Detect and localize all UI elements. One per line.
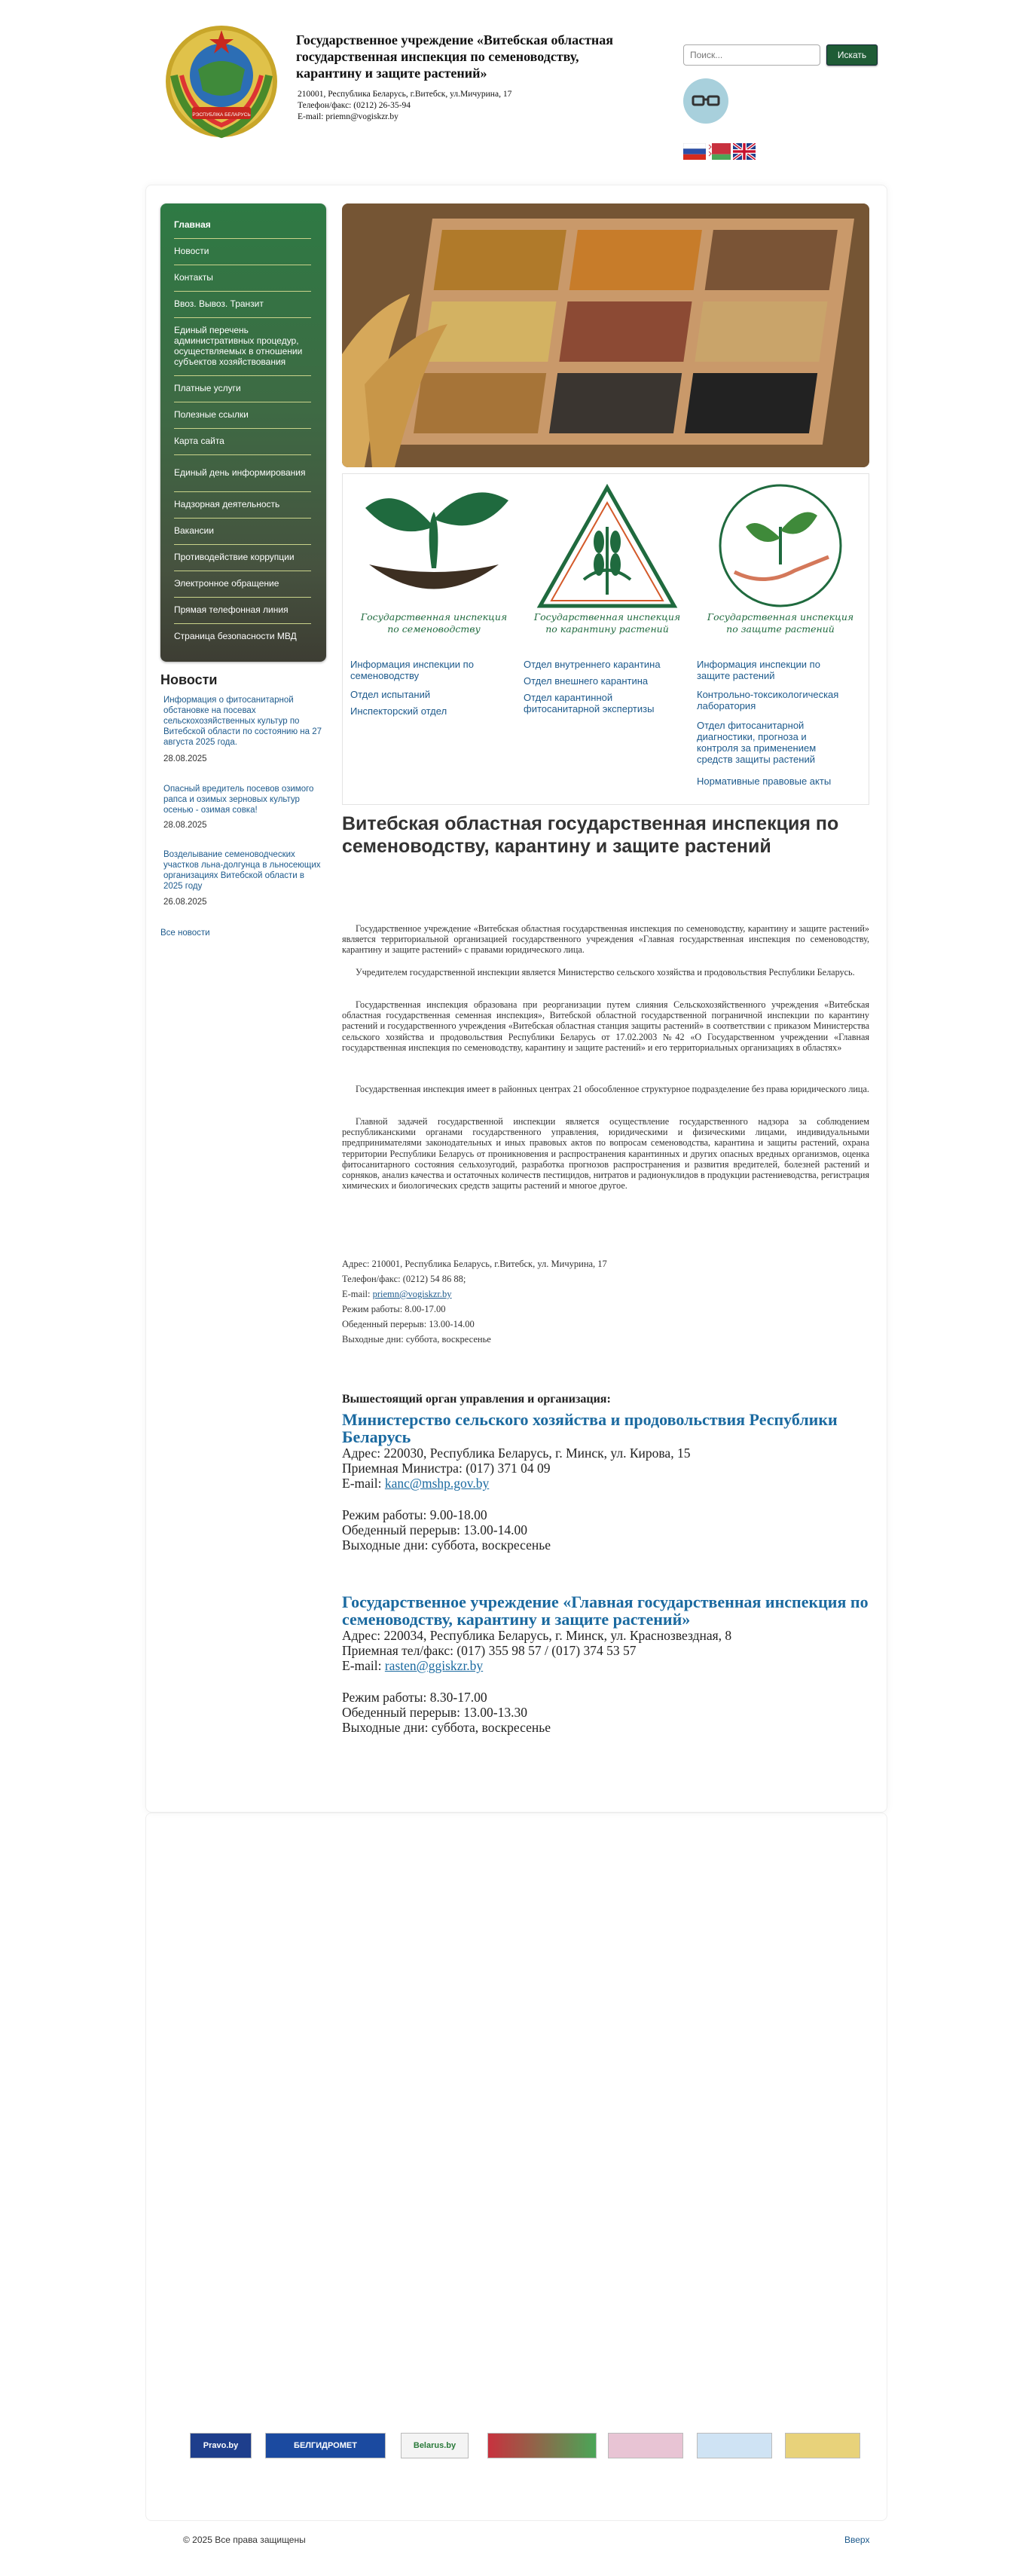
dept-link[interactable]: Отдел фитосанитарной диагностики, прогноза и контроля за применением средств защиты растений (697, 720, 817, 765)
sidebar-item-mvd-safety[interactable]: Страница безопасности МВД (174, 631, 297, 641)
partner-banner-belarus[interactable]: Belarus.by (401, 2433, 469, 2458)
dept-link[interactable]: Информация инспекции по семеноводству (350, 659, 474, 681)
content-paragraph: Государственная инспекция имеет в районных центрах 21 обособленное структурное подразделение без права юридического лица. (356, 1084, 869, 1094)
menu-divider (174, 544, 311, 545)
sidebar-item-admin-procedures[interactable]: Единый перечень административных процедур, осуществляемых в отношении субъектов хозяйствования (174, 325, 303, 367)
ministry-address: Адрес: 220030, Республика Беларусь, г. Минск, ул. Кирова, 15 (342, 1446, 691, 1461)
partner-banner-4[interactable] (785, 2433, 860, 2458)
news-item[interactable]: Возделывание семеноводческих участков льна-долгунца в льносеющих организациях Витебской области в 2025 году (163, 850, 321, 891)
content-paragraph: Государственное учреждение «Витебская областная государственная инспекция по семеноводству, карантину и защите растений» является территориальной организацией государственного учреждения «Главная государственная инспекция по семеноводству, карантину и защите растений» с правами юридического лица. (342, 923, 869, 956)
content-paragraph: Государственная инспекция образована при реорганизации путем слияния Сельскохозяйственного учреждения «Витебская областная государственная семенная инспекция», Витебской областной государственной пограничной инспекции по карантину растений и государственного учреждения «Витебская областная станция защиты растений» в соответствии с приказом Министерства сельского хозяйства и продовольствия Республики Беларусь от 17.02.2003 №42 «О Государственном учреждении «Главная государственная инспекция по семеноводству, карантину и защите растений» и его территориальных организациях в областях» (342, 999, 869, 1053)
belarus-emblem-icon (160, 23, 282, 142)
warning-plant-icon (524, 482, 691, 610)
logo-caption: по семеноводству (387, 623, 481, 635)
menu-divider (174, 454, 311, 455)
contact-weekend: Выходные дни: суббота, воскресенье (342, 1334, 491, 1345)
contact-lunch: Обеденный перерыв: 13.00-14.00 (342, 1319, 475, 1329)
main-inspection-phone: Приемная тел/факс: (017) 355 98 57 / (017) 374 53 57 (342, 1643, 637, 1658)
sidebar-item-paid-services[interactable]: Платные услуги (174, 383, 241, 393)
email-label: E-mail: (342, 1289, 373, 1299)
partner-banner-2[interactable] (608, 2433, 683, 2458)
menu-divider (174, 623, 311, 624)
menu-divider (174, 491, 311, 492)
email-link[interactable]: rasten@ggiskzr.by (384, 1658, 484, 1673)
search-input[interactable] (683, 44, 820, 66)
partner-banner-3[interactable] (697, 2433, 772, 2458)
email-link[interactable]: kanc@mshp.gov.by (384, 1476, 490, 1491)
site-header (160, 23, 878, 158)
ministry-hours: Режим работы: 9.00-18.00 (342, 1507, 487, 1522)
news-item[interactable]: Опасный вредитель посевов озимого рапса и озимых зерновых культур осенью - озимая совка! (163, 785, 314, 815)
contact-phone: Телефон/факс: (0212) 54 86 88; (342, 1274, 466, 1284)
content-paragraph: Главной задачей государственной инспекции является осуществление государственного надзора за соблюдением республиканскими органами государственного управления, юридическими и физическими лицами, индивидуальными предпринимателями законодательных и иных правовых актов по вопросам семеноводства, карантина и защиты растений, охрана территории Республики Беларусь от проникновения и распространения карантинных и других опасных вредных организмов, оценка фитосанитарного состояния сельхозугодий, разработка прогнозов распространения и развития вредителей, болезней растений и сорняков, анализ качества и остаточных количеств пестицидов, нитратов и радионуклидов в продукции растениеводства, регистрация химических и биологических средств защиты растений и многое другое. (342, 1116, 869, 1192)
dept-link[interactable]: Отдел карантинной фитосанитарной экспертизы (524, 692, 655, 714)
news-item[interactable]: Информация о фитосанитарной обстановке на посевах сельскохозяйственных культур по Витебской области по состоянию на 27 августа 2025 года. (163, 696, 322, 747)
dept-link[interactable]: Контрольно-токсикологическая лаборатория (697, 689, 839, 711)
vision-impaired-button[interactable] (683, 78, 728, 124)
content-paragraph: Учредителем государственной инспекции является Министерство сельского хозяйства и продовольствия Республики Беларусь. (356, 967, 855, 977)
email-label: E-mail: (342, 1476, 385, 1491)
news-heading: Новости (160, 672, 218, 687)
sidebar-item-supervision[interactable]: Надзорная деятельность (174, 499, 280, 509)
logo-caption: Государственная инспекция (533, 611, 681, 623)
header-email: E-mail: priemn@vogiskzr.by (298, 112, 398, 121)
menu-divider (174, 238, 311, 239)
copyright: © 2025 Все права защищены (183, 2535, 306, 2545)
dept-link[interactable]: Отдел внутреннего карантина (524, 659, 661, 670)
menu-divider (174, 428, 311, 429)
sidebar-item-vacancies[interactable]: Вакансии (174, 525, 214, 536)
news-date: 26.08.2025 (163, 898, 207, 907)
header-address: 210001, Республика Беларусь, г.Витебск, ул.Мичурина, 17 (298, 90, 512, 99)
header-contacts (298, 89, 511, 123)
sidebar-item-import-export[interactable]: Ввоз. Вывоз. Транзит (174, 298, 264, 309)
sidebar-item-e-appeal[interactable]: Электронное обращение (174, 578, 279, 589)
contact-email (342, 1289, 452, 1300)
main-inspection-lunch: Обеденный перерыв: 13.00-13.30 (342, 1705, 527, 1720)
flag-russia-icon[interactable] (683, 143, 706, 160)
language-switcher (683, 143, 756, 160)
ministry-phone: Приемная Министра: (017) 371 04 09 (342, 1461, 551, 1476)
main-inspection-name: Государственное учреждение «Главная государственная инспекция по семеноводству, карантину и защите растений» (342, 1592, 869, 1629)
sprout-icon (350, 482, 518, 610)
sidebar-item-home[interactable]: Главная (174, 219, 211, 230)
svg-text:РЭСПУБЛІКА БЕЛАРУСЬ: РЭСПУБЛІКА БЕЛАРУСЬ (192, 112, 251, 118)
menu-divider (174, 375, 311, 376)
dept-link[interactable]: Инспекторский отдел (350, 705, 447, 717)
sidebar-menu (160, 203, 326, 662)
page-title: Витебская областная государственная инспекция по семеноводству, карантину и защите растений (342, 813, 839, 857)
news-date: 28.08.2025 (163, 754, 207, 763)
organization-name: Государственное учреждение «Витебская областная государственная инспекция по семеноводству, карантину и защите растений» (296, 32, 614, 81)
menu-divider (174, 597, 311, 598)
header-phone: Телефон/факс: (0212) 26-35-94 (298, 101, 411, 110)
dept-link[interactable]: Информация инспекции по защите растений (697, 659, 820, 681)
logo-caption: по карантину растений (545, 623, 669, 635)
flag-belarus-icon[interactable] (708, 143, 731, 160)
superior-heading: Вышестоящий орган управления и организация: (342, 1393, 611, 1406)
flag-uk-icon[interactable] (733, 143, 756, 160)
contact-hours: Режим работы: 8.00-17.00 (342, 1304, 446, 1314)
sidebar-item-anticorruption[interactable]: Противодействие коррупции (174, 552, 295, 562)
ministry-name: Министерство сельского хозяйства и продовольствия Республики Беларусь (342, 1410, 838, 1446)
main-inspection-email (342, 1658, 483, 1673)
main-inspection-weekend: Выходные дни: суббота, воскресенье (342, 1720, 551, 1735)
logo-caption: по защите растений (726, 623, 835, 635)
quarantine-inspection-logo[interactable] (524, 482, 691, 647)
glasses-icon (683, 78, 728, 124)
sidebar-item-news[interactable]: Новости (174, 246, 209, 256)
menu-divider (174, 291, 311, 292)
ministry-email (342, 1476, 489, 1491)
dept-link[interactable]: Отдел испытаний (350, 689, 431, 700)
ministry-weekend: Выходные дни: суббота, воскресенье (342, 1537, 551, 1553)
partner-banner-pravo[interactable]: Pravo.by (190, 2433, 252, 2458)
news-date: 28.08.2025 (163, 821, 207, 830)
hand-plant-icon (697, 482, 864, 610)
sidebar-item-contacts[interactable]: Контакты (174, 272, 213, 283)
dept-link[interactable]: Отдел внешнего карантина (524, 675, 649, 687)
ministry-lunch: Обеденный перерыв: 13.00-14.00 (342, 1522, 527, 1537)
partner-banner-1[interactable] (487, 2433, 597, 2458)
logo-caption: Государственная инспекция (360, 611, 508, 623)
sidebar-item-hotline[interactable]: Прямая телефонная линия (174, 604, 289, 615)
protection-inspection-logo[interactable] (697, 482, 864, 647)
sidebar-item-sitemap[interactable]: Карта сайта (174, 436, 224, 446)
seed-inspection-logo[interactable] (350, 482, 518, 647)
logo-caption: Государственная инспекция (707, 611, 854, 623)
contact-address: Адрес: 210001, Республика Беларусь, г.Витебск, ул. Мичурина, 17 (342, 1259, 607, 1269)
all-news-link[interactable]: Все новости (160, 929, 210, 938)
main-inspection-address: Адрес: 220034, Республика Беларусь, г. Минск, ул. Краснозвездная, 8 (342, 1628, 732, 1643)
sidebar-item-info-day[interactable]: Единый день информирования (174, 467, 306, 478)
partner-banner-belgidromet[interactable]: БЕЛГИДРОМЕТ (265, 2433, 386, 2458)
menu-divider (174, 317, 311, 318)
main-inspection-hours: Режим работы: 8.30-17.00 (342, 1690, 487, 1705)
sidebar-item-useful-links[interactable]: Полезные ссылки (174, 409, 249, 420)
email-link[interactable]: priemn@vogiskzr.by (372, 1289, 452, 1299)
menu-divider (174, 518, 311, 519)
back-to-top-link[interactable]: Вверх (844, 2535, 870, 2545)
search-button[interactable]: Искать (826, 44, 878, 66)
dept-link[interactable]: Нормативные правовые акты (697, 776, 832, 787)
email-label: E-mail: (342, 1658, 385, 1673)
seeds-banner-image (342, 203, 869, 467)
lower-panel (145, 1813, 887, 2521)
departments-block (342, 473, 869, 805)
